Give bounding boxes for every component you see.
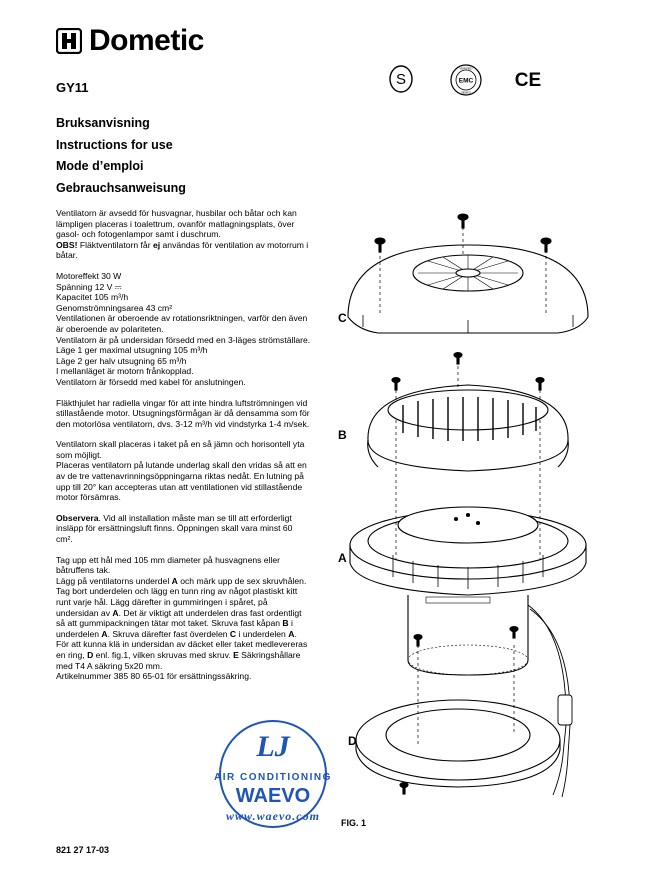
part-label-a: A — [338, 551, 347, 565]
ce-text: CE — [514, 70, 542, 91]
watermark-monogram: LJ — [256, 730, 290, 763]
emc-mark-icon — [451, 65, 481, 95]
figure-caption: FIG. 1 — [341, 818, 367, 828]
part-c-dome — [348, 245, 588, 333]
watermark-line1: AIR CONDITIONING — [214, 772, 332, 783]
title-french: Mode d’emploi — [56, 159, 144, 173]
watermark-line2: WAEVO — [235, 785, 311, 807]
part-number: 821 27 17-03 — [56, 845, 110, 855]
brand-name: Dometic — [89, 24, 204, 57]
paragraph-specs: Motoreffekt 30 W Spänning 12 V ⎓ Kapacitet 105 m³/h Genomströmningsarea 43 cm² Ventilationen är oberoende av rotationsriktningen, varför den även är oberoende av polariteten. Ventilatorn är på undersidan försedd med en 3-läges strömställare. Läge 1 ger maximal utsugning 105 m³/h Läge 2 ger halv utsugning 65 m³/h I mellanläget är motorn frånkopplad. Ventilatorn är försedd med kabel för anslutningen. — [56, 270, 311, 387]
motor-housing — [408, 595, 528, 675]
emc-text: EMC — [458, 77, 474, 85]
instructions-body — [56, 208, 311, 682]
title-english: Instructions for use — [56, 137, 173, 152]
title-swedish: Bruksanvisning — [56, 116, 150, 130]
paragraph-installation: Tag upp ett hål med 105 mm diameter på husvagnens eller båtruffens tak. Lägg på ventilatorns underdel A och märk upp de sex skruvhålen. Tag bort underdelen och lägg en tunn ring av något plastiskt kitt runt varje hål. Lägg därefter in gummiringen i spåret, på undersidan av A. Det är viktigt att underdelen dras fast ordentligt så att gummipackningen tätar mot taket. Skruva fast kåpan B i underdelen A. Skruva därefter fast överdelen C i underdelen A. För att kunna klä in undersidan av däcket eller taket medlevereras en ring, D enl. fig.1, vilken skruvas med skruv. E Säkringshållare med T4 A säkring 5x20 mm. Artikelnummer 385 80 65-01 för ersättningssäkring. — [56, 554, 308, 682]
exploded-diagram — [318, 205, 628, 805]
manual-titles — [56, 113, 186, 199]
paragraph-observe: Observera. Vid all installation måste man se till att erforderligt insläpp för ersättningsluft finns. Öppningen skall vara minst 60 cm². — [56, 512, 293, 545]
assembly-lines — [380, 227, 546, 745]
s-mark-text: S — [395, 71, 407, 88]
dometic-logo — [56, 26, 204, 56]
part-label-d: D — [348, 734, 357, 748]
part-d-ring — [356, 700, 560, 787]
ce-mark-icon — [515, 70, 541, 91]
part-label-b: B — [338, 428, 347, 442]
certification-marks — [385, 63, 555, 97]
waevo-watermark — [188, 718, 358, 830]
power-cable — [528, 605, 572, 797]
dometic-logo-icon — [56, 28, 82, 54]
paragraph-placement: Ventilatorn skall placeras i taket på en så jämn och horisontell yta som möjligt. Placeras ventilatorn på lutande underlag skall den vridas så att en av de tre vattenavrinningsöppningarna riktas nedåt. En lutning på upp till 20° kan accepteras utan att ventilationen vid stillastående motor försämras. — [56, 439, 307, 503]
watermark-url: www.waevo.com — [226, 809, 320, 823]
s-mark-icon — [390, 66, 412, 92]
model-name: GY11 — [56, 80, 89, 95]
paragraph-impeller: Fläkthjulet har radiella vingar för att inte hindra luftströmningen vid stillastående motor. Utsugningsförmågan är då densamma som för den motorlösa ventilatorn, dvs. 3-12 m³/h vid vindstyrka 1-4 m/sek. — [56, 397, 310, 429]
emc-ring-top: VERIFIED — [459, 66, 473, 71]
part-label-c: C — [338, 311, 347, 325]
part-b-hood — [368, 385, 569, 471]
title-german: Gebrauchsanweisung — [56, 180, 186, 195]
emc-ring-bottom: SEMKO — [460, 90, 472, 95]
paragraph-intro: Ventilatorn är avsedd för husvagnar, husbilar och båtar och kan lämpligen placeras i toalettrum, ovanför matlagningsplats, över gasol- och fotogenlampor samt i duschrum. OBS! Fläktventilatorn får ej användas för ventilation av motorrum i båtar. — [56, 208, 309, 261]
part-a-base — [350, 507, 586, 595]
